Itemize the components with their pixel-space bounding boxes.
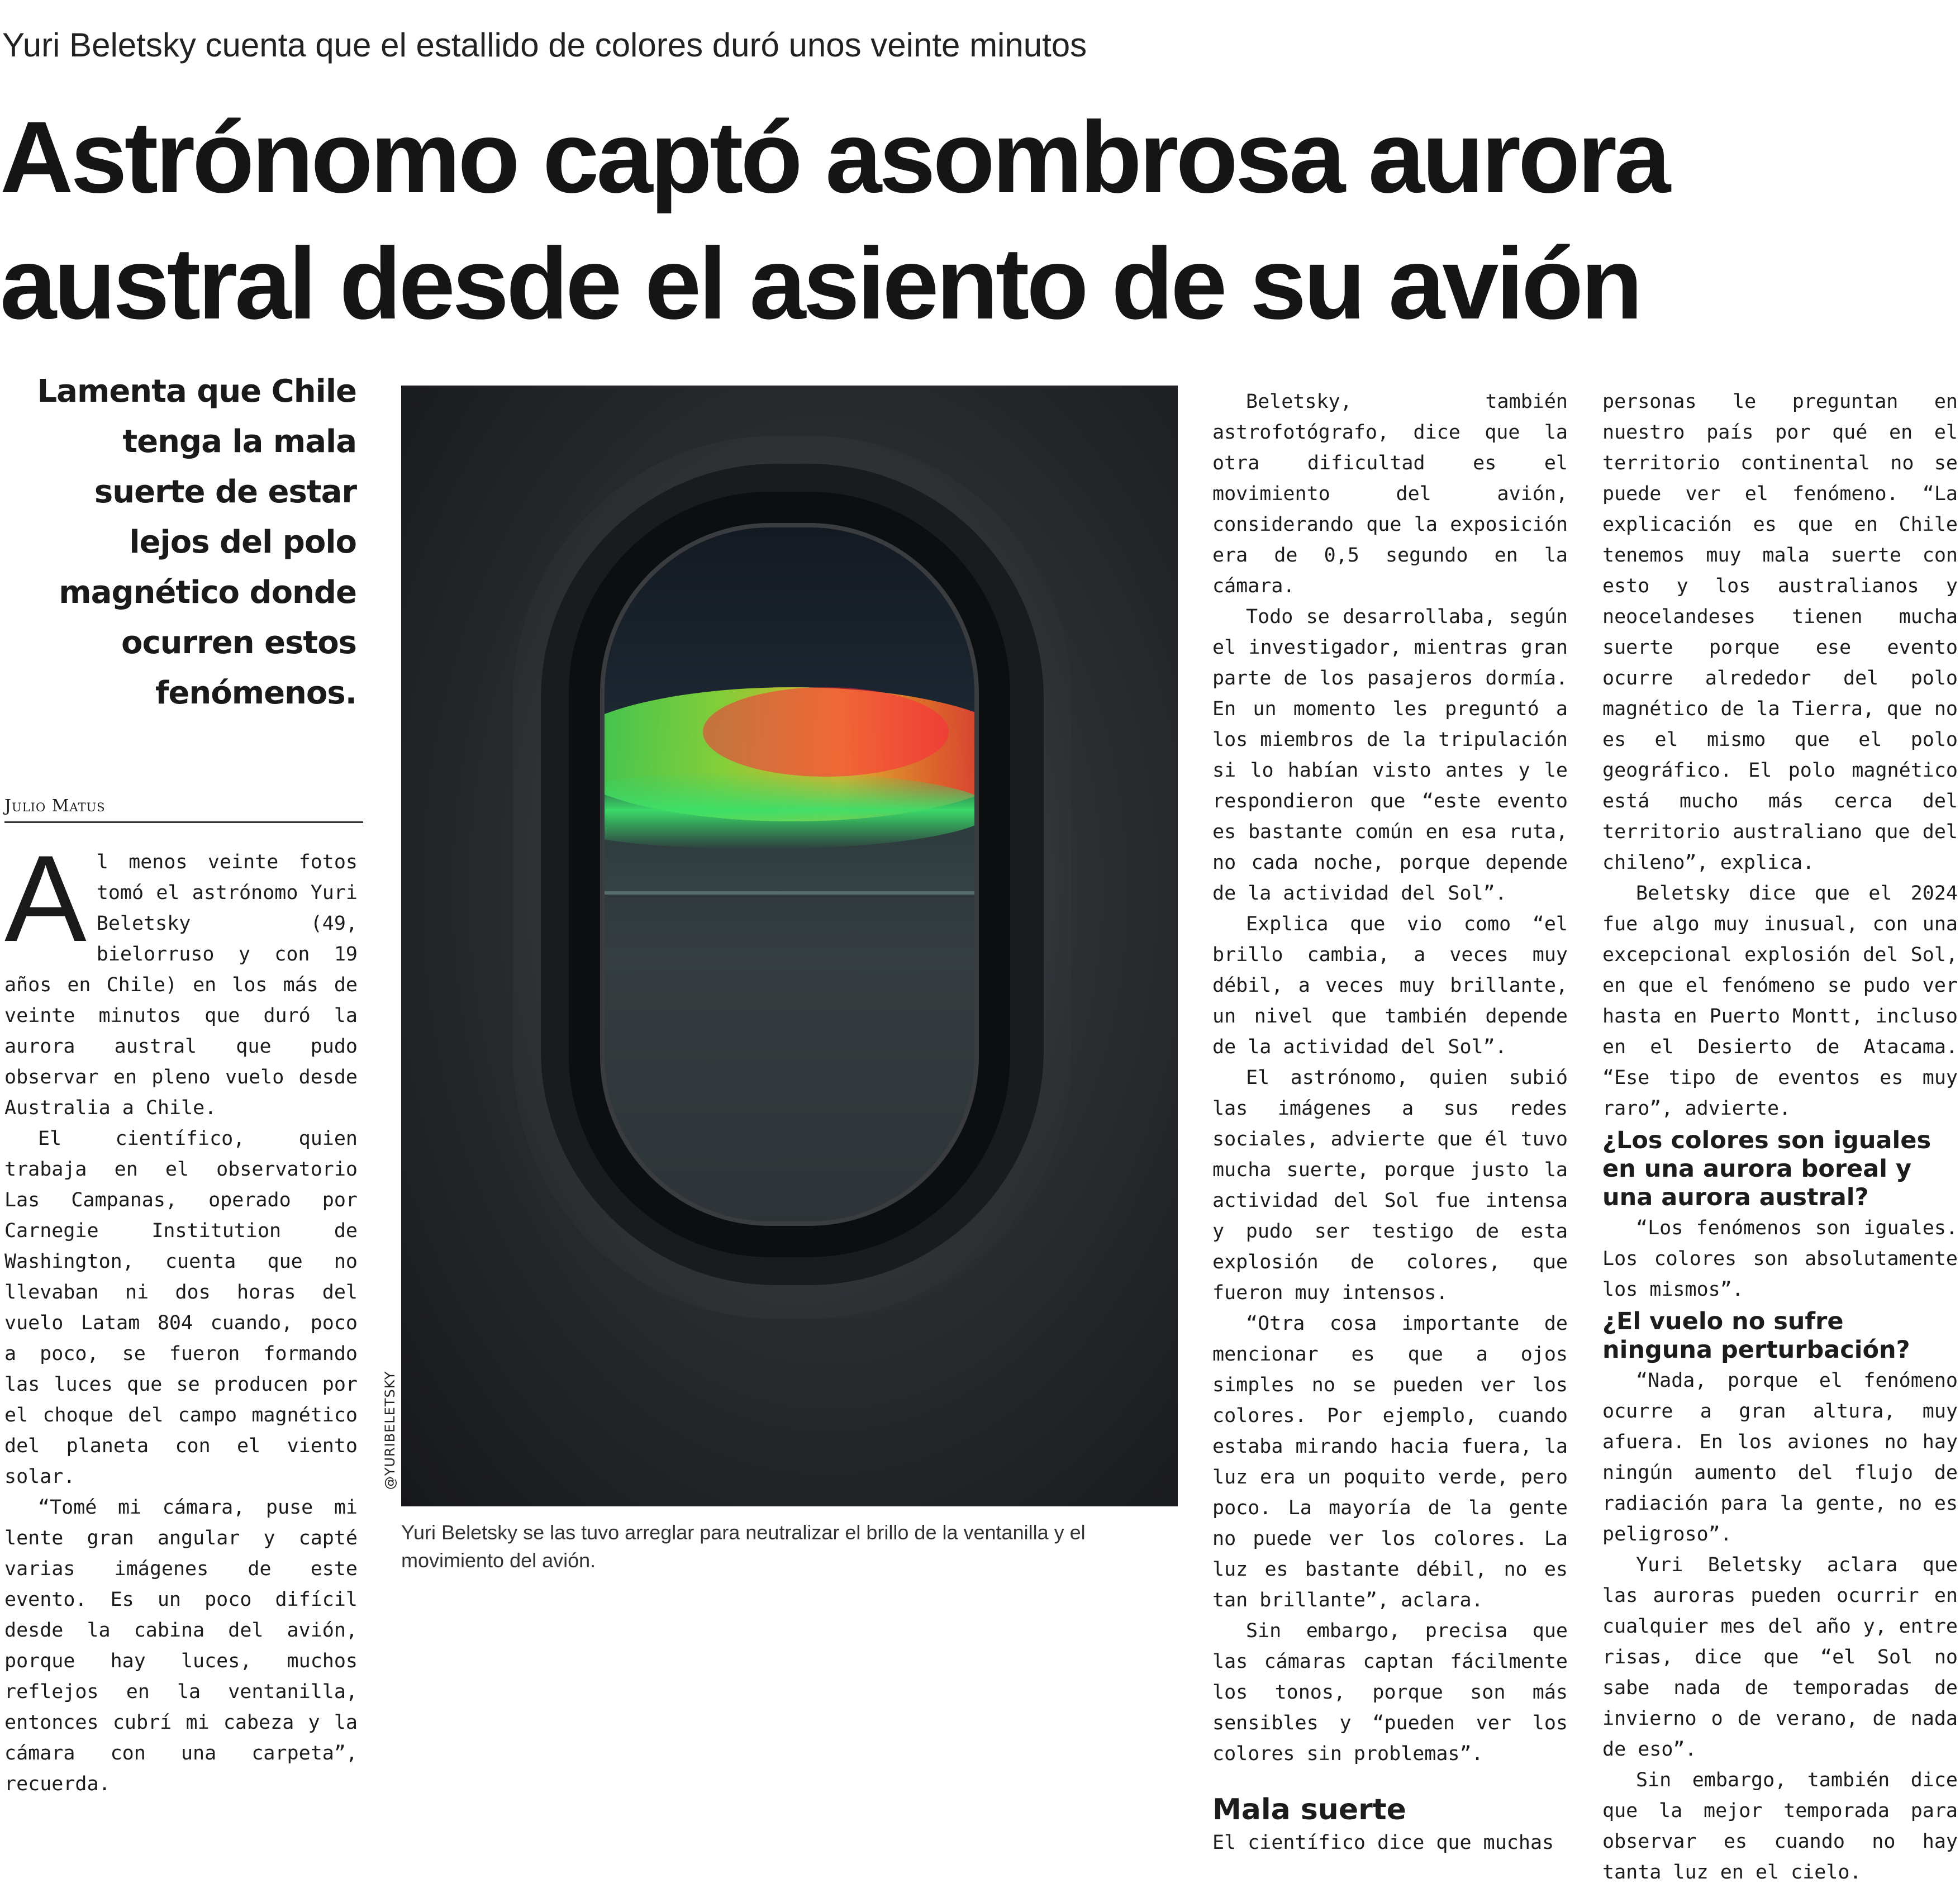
question-heading: ¿El vuelo no sufre ninguna perturbación? <box>1602 1307 1910 1364</box>
paragraph: “Nada, porque el fenómeno ocurre a gran altura, muy afuera. En los aviones no hay ningún aumento del flujo de radiación para la gente, no es peligroso”. <box>1602 1369 1958 1545</box>
paragraph <box>4 830 358 1124</box>
author-name: Julio Matus <box>4 796 106 816</box>
headline-line-2: austral desde el asiento de su avión <box>0 226 1640 340</box>
article-kicker: Yuri Beletsky cuenta que el estallido de colores duró unos veinte minutos <box>2 26 1087 64</box>
body-column-3 <box>1212 387 1568 1858</box>
photo-credit-text: @YURIBELETSKY <box>382 1371 398 1490</box>
paragraph: Sin embargo, precisa que las cámaras captan fácilmente los tonos, porque son más sensibles y “pueden ver los colores sin problemas”. <box>1212 1620 1568 1765</box>
paragraph: El científico dice que muchas <box>1212 1832 1554 1854</box>
airplane-window-aurora-photo <box>401 386 1178 1506</box>
body-column-1 <box>4 830 358 1800</box>
paragraph: “Tomé mi cámara, puse mi lente gran angular y capté varias imágenes de este evento. Es un poco difícil desde la cabina del avión, porque hay luces, muchos reflejos en la ventanilla, entonces cubrí mi cabeza y la cámara con una carpeta”, recuerda. <box>4 1496 358 1795</box>
paragraph: “Los fenómenos son iguales. Los colores son absolutamente los mismos”. <box>1602 1217 1958 1301</box>
paragraph: Beletsky dice que el 2024 fue algo muy inusual, con una excepcional explosión del Sol, en que el fenómeno se pudo ver hasta en Puerto Montt, incluso en el Desierto de Atacama. “Ese tipo de eventos es muy raro”, advierte. <box>1602 882 1958 1120</box>
paragraph: El científico, quien trabaja en el observatorio Las Campanas, operado por Carnegie Institution de Washington, cuenta que no llevaban ni dos horas del vuelo Latam 804 cuando, poco a poco, se fueron formando las luces que se producen por el choque del campo magnético del planeta con el viento solar. <box>4 1128 358 1488</box>
question-heading: ¿Los colores son iguales en una aurora boreal y una aurora austral? <box>1602 1126 1932 1211</box>
paragraph: Beletsky, también astrofotógrafo, dice que la otra dificultad es el movimiento del avión, considerando que la exposición era de 0,5 segundo en la cámara. <box>1212 391 1568 597</box>
byline <box>4 793 363 823</box>
paragraph: Explica que vio como “el brillo cambia, a veces muy débil, a veces muy brillante, un nivel que también depende de la actividad del Sol”. <box>1212 913 1568 1058</box>
photo-credit <box>379 1358 401 1503</box>
paragraph: “Otra cosa importante de mencionar es que a ojos simples no se pueden ver los colores. Por ejemplo, cuando estaba mirando hacia fuera, la luz era un poquito verde, pero poco. La mayoría de la gente no puede ver los colores. La luz es bastante débil, no es tan brillante”, aclara. <box>1212 1312 1568 1611</box>
article-deck: Lamenta que Chile tenga la mala suerte de estar lejos del polo magnético donde ocurren estos fenómenos. <box>37 373 356 711</box>
photo-caption: Yuri Beletsky se las tuvo arreglar para neutralizar el brillo de la ventanilla y el movimiento del avión. <box>401 1521 1086 1572</box>
paragraph: El astrónomo, quien subió las imágenes a sus redes sociales, advierte que él tuvo mucha suerte, porque justo la actividad del Sol fue intensa y pudo ser testigo de esta explosión de colores, que fueron muy intensos. <box>1212 1067 1568 1304</box>
drop-cap: A <box>4 830 87 967</box>
article-headline <box>0 94 1922 346</box>
paragraph: Yuri Beletsky aclara que las auroras pueden ocurrir en cualquier mes del año y, entre risas, dice que “el Sol no sabe nada de temporadas de invierno o de verano, de nada de eso”. <box>1602 1554 1958 1761</box>
headline-line-1: Astrónomo captó asombrosa aurora <box>0 100 1668 214</box>
aurora-photo <box>401 386 1178 1506</box>
body-column-4 <box>1602 387 1958 1888</box>
paragraph: Sin embargo, también dice que la mejor temporada para observar es cuando no hay tanta luz en el cielo. <box>1602 1769 1958 1884</box>
paragraph: Todo se desarrollaba, según el investigador, mientras gran parte de los pasajeros dormía. En un momento les preguntó a los miembros de la tripulación si lo habían visto antes y le respondieron que “este evento es bastante común en esa ruta, no cada noche, porque depende de la actividad del Sol”. <box>1212 606 1568 905</box>
paragraph-text: l menos veinte fotos tomó el astrónomo Yuri Beletsky (49, bielorruso y con 19 años en Chile) en los más de veinte minutos que duró la aurora austral que pudo observar en pleno vuelo desde Australia a Chile. <box>4 851 358 1119</box>
paragraph: personas le preguntan en nuestro país por qué en el territorio continental no se puede ver el fenómeno. “La explicación es que en Chile tenemos muy mala suerte con esto y los australianos y neocelandeses tienen mucha suerte porque ese evento ocurre alrededor del polo magnético de la Tierra, que no es el mismo que el polo geográfico. El polo magnético está mucho más cerca del territorio australiano que del chileno”, explica. <box>1602 391 1958 874</box>
subhead-mala-suerte: Mala suerte <box>1212 1793 1406 1827</box>
